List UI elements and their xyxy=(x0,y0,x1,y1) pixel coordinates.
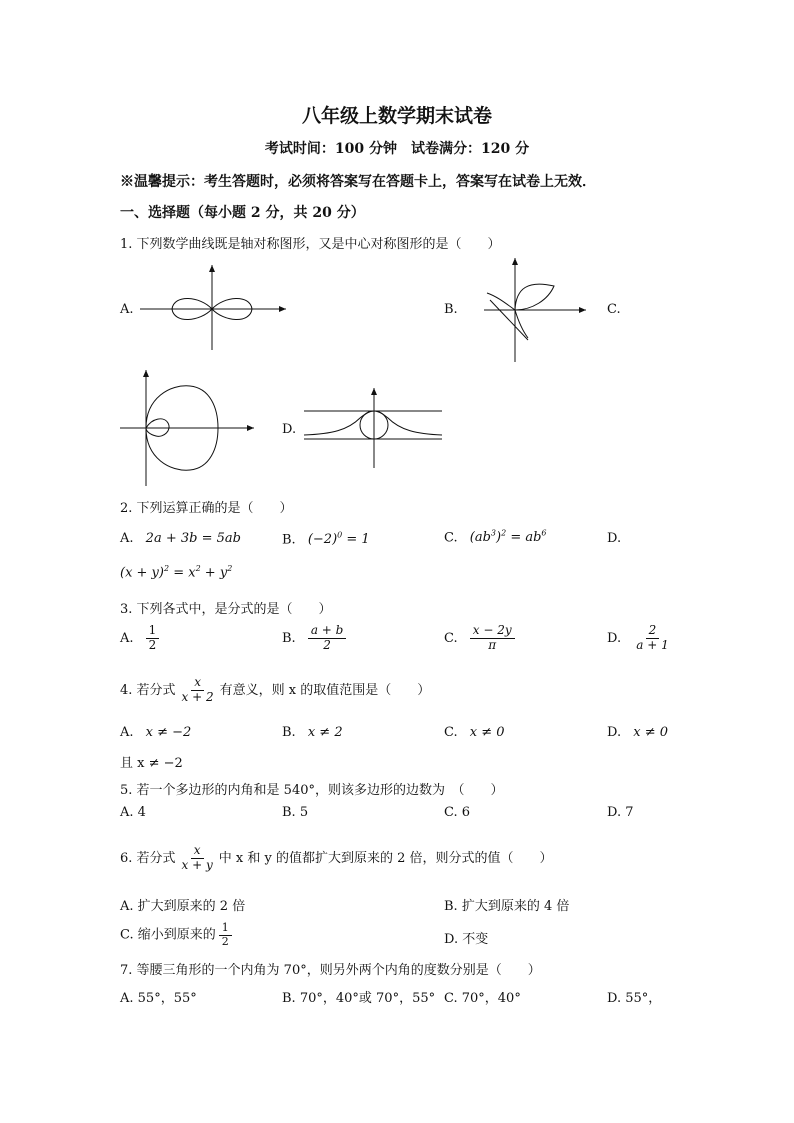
q3-option-a[interactable] xyxy=(120,624,162,653)
q3-option-d-label: D. xyxy=(607,630,622,646)
q3-option-a-label: A. xyxy=(120,630,134,646)
question-3-stem: 3. 下列各式中，是分式的是（ ） xyxy=(120,602,332,617)
q2-option-b-label: B. xyxy=(282,532,296,548)
q2-d-exp3: 2 xyxy=(227,564,233,573)
q2-c-open: (ab xyxy=(469,530,491,546)
q1-option-b-label: B. xyxy=(444,302,458,317)
q4-post: 有意义，则 x 的取值范围是（ ） xyxy=(219,682,431,698)
q1-figure-c-limacon xyxy=(118,368,258,488)
question-5-stem: 5. 若一个多边形的内角和是 540°，则该多边形的边数为 （ ） xyxy=(120,783,504,798)
q6-denominator: x + y xyxy=(181,857,213,872)
q1-figure-d-witch-curve xyxy=(302,386,446,470)
q2-option-d-expr xyxy=(120,564,232,580)
q2-c-close: ) xyxy=(496,530,502,546)
q3-option-c-label: C. xyxy=(444,630,458,646)
exam-info: 考试时间：100 分钟 试卷满分：120 分 xyxy=(264,141,530,157)
q2-option-a-expr: 2a + 3b = 5ab xyxy=(145,531,241,546)
q2-option-a[interactable] xyxy=(120,531,241,546)
q2-b-rest: = 1 xyxy=(342,532,370,548)
q6-post: 中 x 和 y 的值都扩大到原来的 2 倍，则分式的值（ ） xyxy=(218,850,553,866)
q1-figure-b-folium xyxy=(482,256,588,364)
q2-b-base: (−2) xyxy=(307,532,338,548)
q3-d-numerator: 2 xyxy=(646,624,660,639)
q3-a-denominator: 2 xyxy=(148,637,157,652)
q4-option-d-text: x ≠ 0 xyxy=(633,725,668,740)
question-1-stem: 1. 下列数学曲线既是轴对称图形，又是中心对称图形的是（ ） xyxy=(120,237,501,252)
notice: ※温馨提示：考生答题时，必须将答案写在答题卡上，答案写在试卷上无效． xyxy=(120,174,596,190)
q3-c-denominator: π xyxy=(488,637,497,652)
q2-option-a-label: A. xyxy=(120,531,134,546)
q2-option-c-label: C. xyxy=(444,530,458,546)
q4-option-c[interactable] xyxy=(444,725,505,740)
q7-option-b[interactable]: B. 70°，40°或 70°，55° xyxy=(282,991,436,1006)
q2-d-plus: + y xyxy=(200,565,228,581)
q6-pre: 6. 若分式 xyxy=(120,850,176,866)
q5-option-d[interactable]: D. 7 xyxy=(607,805,634,820)
section-heading: 一、选择题（每小题 2 分，共 20 分） xyxy=(120,205,365,221)
q3-option-c[interactable] xyxy=(444,624,518,653)
q3-option-b[interactable] xyxy=(282,624,349,653)
q2-b-exp: 0 xyxy=(337,531,343,540)
q4-option-c-text: x ≠ 0 xyxy=(469,725,505,740)
question-7-stem: 7. 等腰三角形的一个内角为 70°，则另外两个内角的度数分别是（ ） xyxy=(120,963,541,978)
q5-option-b[interactable]: B. 5 xyxy=(282,805,309,820)
q4-option-c-label: C. xyxy=(444,725,458,740)
q3-b-denominator: 2 xyxy=(323,637,331,652)
q5-option-a[interactable]: A. 4 xyxy=(120,805,146,820)
q4-option-b[interactable] xyxy=(282,725,343,740)
q2-option-b[interactable] xyxy=(282,531,370,547)
q4-pre: 4. 若分式 xyxy=(120,682,176,698)
q2-option-c[interactable] xyxy=(444,529,547,545)
q6-option-d[interactable]: D. 不变 xyxy=(444,932,489,947)
q4-option-a[interactable] xyxy=(120,725,191,740)
q7-option-d[interactable]: D. 55°， xyxy=(607,991,662,1006)
q2-c-exp1: 3 xyxy=(490,529,497,538)
q6-option-c-text: C. 缩小到原来的 xyxy=(120,927,216,943)
q3-a-numerator: 1 xyxy=(146,624,160,639)
q2-option-d-label[interactable]: D. xyxy=(607,531,622,546)
question-6-stem xyxy=(120,844,553,873)
page-title: 八年级上数学期末试卷 xyxy=(301,105,492,127)
question-2-stem: 2. 下列运算正确的是（ ） xyxy=(120,501,293,516)
q5-option-c[interactable]: C. 6 xyxy=(444,805,471,820)
q4-denominator: x + 2 xyxy=(181,689,214,704)
q4-option-b-label: B. xyxy=(282,725,296,740)
q2-d-mid: = x xyxy=(169,565,196,581)
q2-c-exp3: 6 xyxy=(541,529,547,538)
question-4-stem xyxy=(120,676,430,705)
q2-c-mid: = ab xyxy=(506,530,542,546)
q3-option-d[interactable] xyxy=(607,624,675,653)
q6-option-a[interactable]: A. 扩大到原来的 2 倍 xyxy=(120,899,246,914)
q7-option-a[interactable]: A. 55°，55° xyxy=(120,991,197,1006)
q2-d-exp2: 2 xyxy=(195,564,201,573)
q1-option-c-label: C. xyxy=(607,302,621,317)
q4-numerator: x xyxy=(191,676,204,691)
q7-option-c[interactable]: C. 70°，40° xyxy=(444,991,521,1006)
q2-d-base: (x + y) xyxy=(120,565,164,581)
q1-option-d-label: D. xyxy=(282,422,297,437)
q3-option-b-label: B. xyxy=(282,630,296,646)
q3-d-denominator: a + 1 xyxy=(636,637,669,652)
q6-c-numerator: 1 xyxy=(219,922,232,936)
q4-option-d-continued: 且 x ≠ −2 xyxy=(120,756,183,771)
q6-c-denominator: 2 xyxy=(221,934,229,948)
q6-option-b[interactable]: B. 扩大到原来的 4 倍 xyxy=(444,899,570,914)
q4-option-a-label: A. xyxy=(120,725,134,740)
q2-c-exp2: 2 xyxy=(501,529,507,538)
q1-figure-a-lemniscate xyxy=(138,262,288,352)
q2-d-exp: 2 xyxy=(163,564,170,573)
q4-option-d-label: D. xyxy=(607,725,622,740)
q4-option-a-text: x ≠ −2 xyxy=(145,725,192,740)
q1-option-a-label: A. xyxy=(120,302,134,317)
q6-option-c[interactable] xyxy=(120,922,235,948)
q3-b-numerator: a + b xyxy=(308,624,347,639)
q4-option-d[interactable] xyxy=(607,725,668,740)
q4-option-b-text: x ≠ 2 xyxy=(307,725,343,740)
q3-c-numerator: x − 2y xyxy=(470,624,515,639)
q6-numerator: x xyxy=(191,844,204,859)
